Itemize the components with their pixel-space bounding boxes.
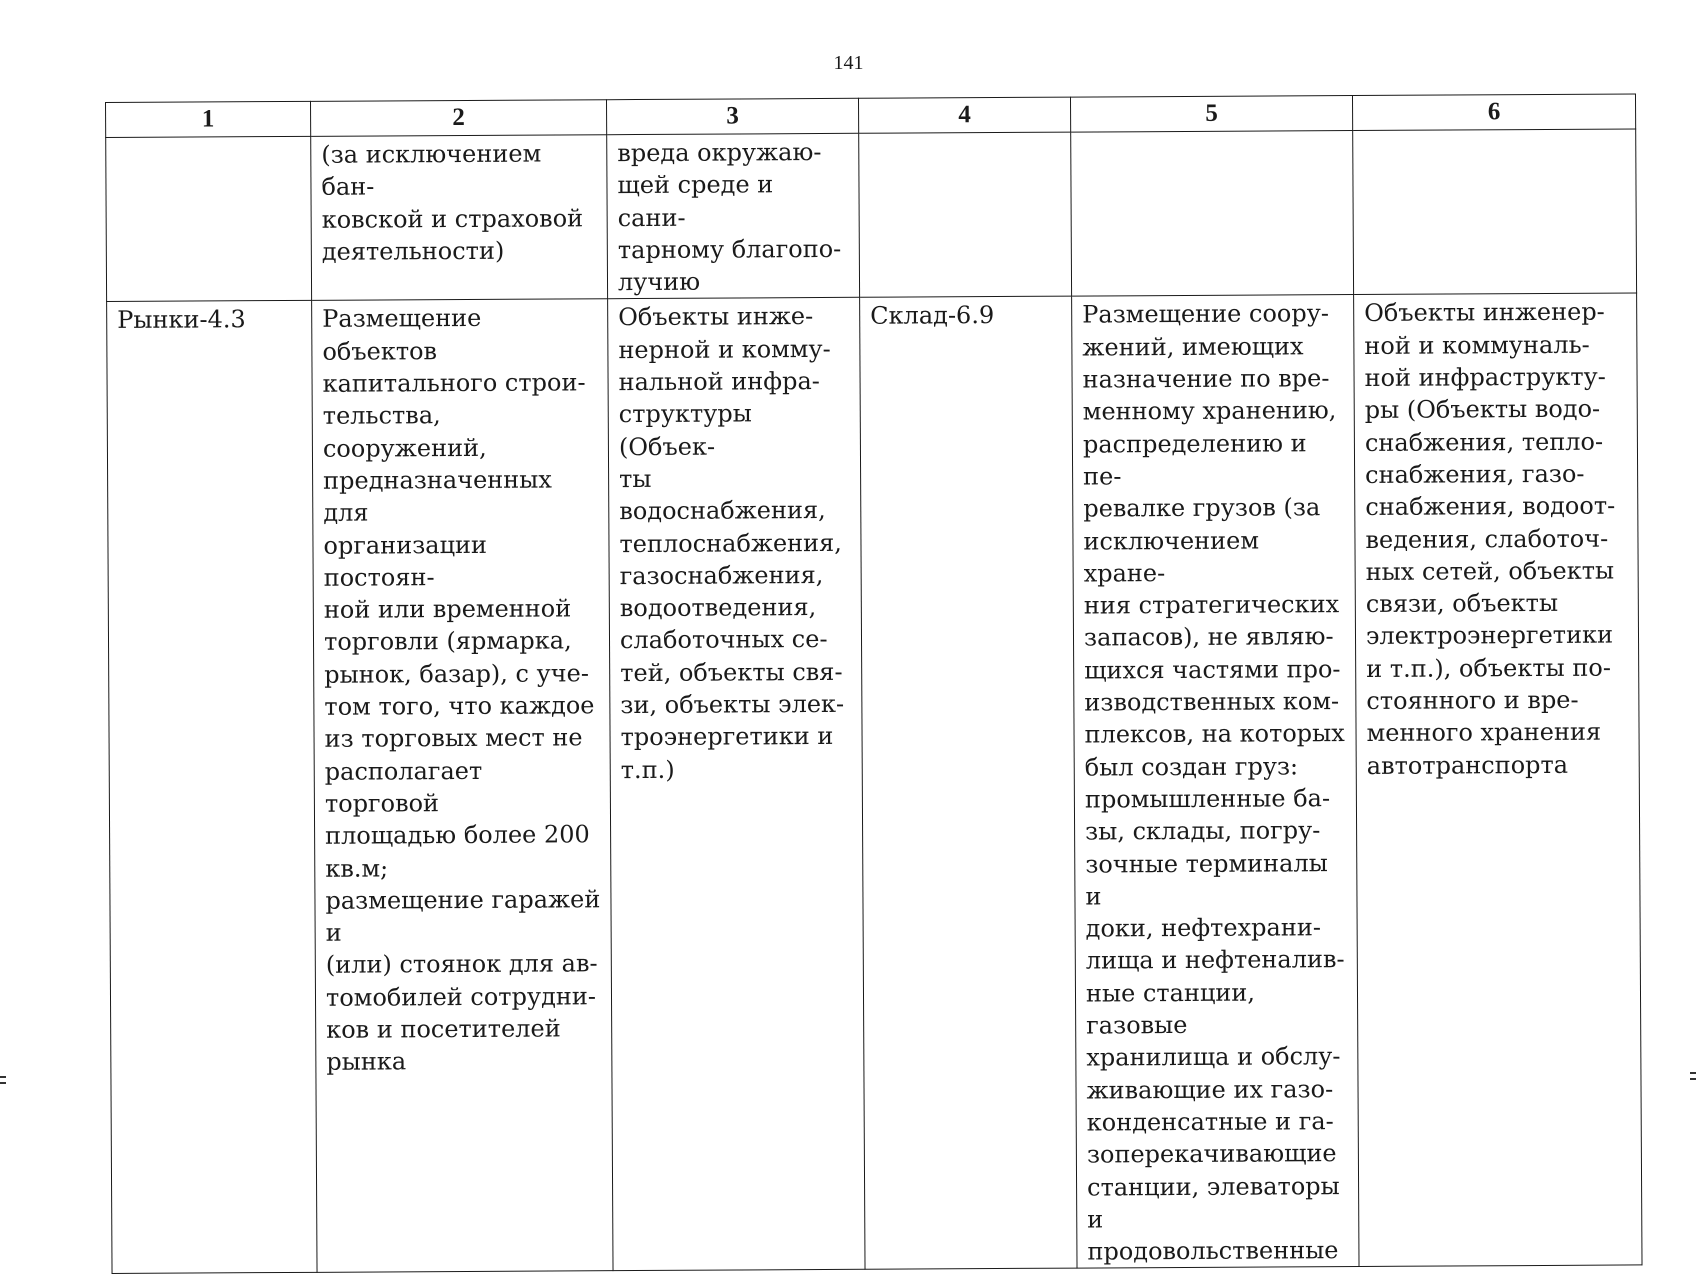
column-header: 1: [106, 101, 311, 137]
page-number: 141: [833, 52, 864, 74]
column-header: 3: [606, 98, 858, 134]
cell-text: (за исключением бан- ковской и страховой деятельности): [321, 139, 584, 266]
land-use-table: [105, 93, 1643, 1274]
table-cell: [106, 136, 312, 302]
cell-text: Рынки-4.3: [117, 305, 246, 335]
column-header: 5: [1070, 96, 1352, 133]
scan-edge-mark: [1690, 1078, 1696, 1080]
table-cell: [311, 135, 608, 301]
table-cell: [860, 297, 1077, 1270]
table-cell: [107, 301, 317, 1274]
table-cell: [1071, 131, 1354, 297]
column-header: 4: [858, 97, 1070, 133]
cell-text: вреда окружаю- щей среде и сани- тарному благопо- лучию: [617, 137, 842, 297]
scan-edge-mark: [0, 1082, 6, 1084]
scan-edge-mark: [0, 1076, 6, 1078]
cell-text: Объекты инженер- ной и коммуналь- ной инфраструкту- ры (Объекты водо- снабжения, тепло- снабжения, газо- снабжения, водоот- ведения, слаботоч- ных сетей, объекты связи, объекты электроэнергетики и т.п.), объекты по- стоянного и вре- менного хранения автотранспорта: [1364, 298, 1616, 780]
cell-text: Размещение объектов капитального строи- тельства, сооружений, предназначенных для организации постоян- ной или временной торговли (ярмарка, рынок, базар), с уче- том того, что каждое из торговых мест не располагает торговой площадью более 200 кв.м; размещение гаражей и (или) стоянок для ав- томобилей сотрудни- ков и посетителей рынка: [322, 304, 601, 1077]
column-header: 6: [1352, 94, 1635, 131]
table-cell: [608, 298, 865, 1271]
table-cell: [859, 132, 1072, 298]
table-cell: [1353, 129, 1637, 295]
column-header: 2: [310, 100, 606, 137]
cell-text: [1363, 132, 1625, 133]
table-row: [106, 129, 1637, 302]
table-cell: [312, 299, 613, 1273]
cell-text: Склад-6.9: [870, 301, 995, 331]
table-cell: [607, 133, 860, 299]
cell-text: Размещение соору- жений, имеющих назначение по вре- менному хранению, распределению и пе- ревалке грузов (за исключением хране- ния стратегических запасов), не являю- щихся частями про- изводственных ком- плексов, на которых был создан груз: промышленные ба- зы, склады, погру- зочные терминалы и доки, нефтехрани- лища и нефтеналив- ные станции, газовые хранилища и обслу- живающие их газо- конденсатные и га- зоперекачивающие станции, элеваторы и продовольственные: [1082, 299, 1345, 1266]
cell-text: [1081, 133, 1342, 134]
table-cell: [1072, 295, 1359, 1268]
cell-text: Объекты инже- нерной и комму- нальной инфра- структуры (Объек- ты водоснабжения, теплоснабжения, газоснабжения, водоотведения, слаботочных се- тей, объекты свя- зи, объекты элек- троэнергетики и т.п.): [618, 302, 845, 784]
scan-edge-mark: [1690, 1072, 1696, 1074]
table-cell: [1354, 293, 1642, 1266]
cell-text: [869, 135, 1060, 136]
table-row: [107, 293, 1642, 1273]
cell-text: [116, 139, 300, 140]
